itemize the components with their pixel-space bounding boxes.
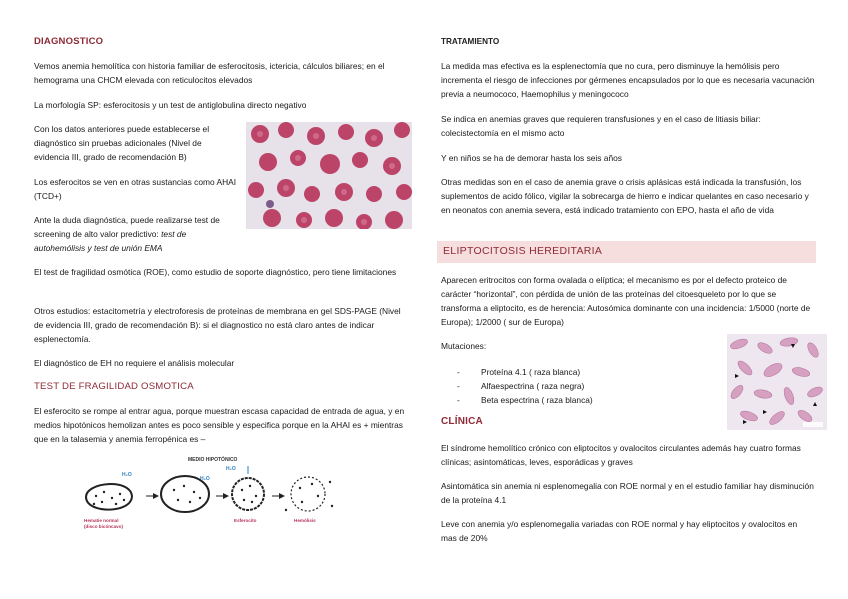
elliptocyte-smear-drawing: [727, 334, 827, 430]
section-title-diagnostico: DIAGNOSTICO: [34, 36, 104, 47]
mutaciones-list: [457, 365, 717, 407]
tratamiento-paragraph-2: Se indica en anemias graves que requieren transfusiones y en el caso de litiasis biliar: colecistectomía en el mismo acto: [441, 114, 761, 138]
diagram-label-normal-sub: (disco bicóncavo): [84, 524, 124, 529]
tratamiento-paragraph-4: Otras medidas son en el caso de anemia grave o crisis aplásicas está indicada la transfusión, los suplementos de acido fólico, vigilar la sobrecarga de hierro e indicar quelantes en caso necesario y en neonatos con anemia severa, está indicado tratamiento con EPO, hasta el año de vida: [441, 177, 809, 215]
diagnostico-paragraph-6: El test de fragilidad osmótica (ROE), como estudio de soporte diagnóstico, pero tiene limitaciones: [34, 267, 397, 277]
normal-cell-shape: [86, 484, 132, 510]
diagnostico-paragraph-7: Otros estudios: estacitometría y electroforesis de proteínas de membrana en gel SDS-PAGE (Nivel de evidencia III, grado de recomendación B): si el diagnostico no está claro antes de indicar esplenectomía.: [34, 306, 401, 344]
clinica-paragraph-3: Leve con anemia y/o esplenomegalia variadas con ROE normal y hay eliptocitos y ovalocitos en mas de 20%: [441, 519, 798, 543]
spherocyte-smear-drawing: [246, 122, 412, 229]
diagram-label-hemolisis: Hemólisis: [294, 518, 316, 523]
mutaciones-label: Mutaciones:: [441, 341, 487, 351]
elliptocyte-smear-image: [727, 334, 827, 430]
diagram-label-hipotonico: MEDIO HIPOTÓNICO: [188, 457, 238, 463]
list-item: - Beta espectrina ( raza blanca): [457, 393, 717, 407]
diagnostico-paragraph-2: La morfología SP: esferocitosis y un test de antiglobulina directo negativo: [34, 100, 307, 110]
spherocyte-cell-shape: [232, 478, 264, 510]
section-title-tratamiento: TRATAMIENTO: [441, 37, 500, 46]
diagnostico-paragraph-8: El diagnóstico de EH no requiere el análisis molecular: [34, 358, 235, 368]
diagnostico-paragraph-1: Vemos anemia hemolítica con historia familiar de esferocitosis, ictericia, cálculos biliares; en el hemograma una CHCM elevada con reticulocitos elevados: [34, 61, 385, 85]
screening-tests: test de autohemólisis y test de unión EMA: [34, 229, 187, 253]
screening-text: Ante la duda diagnóstica, puede realizarse test de screening de alto valor predictivo:: [34, 215, 220, 239]
tratamiento-paragraph-1: La medida mas efectiva es la esplenectomía que no cura, pero disminuye la hemólisis pero incrementa el riesgo de infecciones por gérmenes encapsulados por lo que es necesaria vacunación previa a neumococo, Haemophilus y meningococo: [441, 61, 815, 99]
fragilidad-paragraph: El esferocito se rompe al entrar agua, porque muestran escasa capacidad de entrada de agua, y en medios hipotónicos hemolizan antes es poco sensible y especifica porque en la AHAI es + mientras que en la talasemia y anemia ferropénica es –: [34, 406, 405, 444]
hemolysis-cell-shape: [291, 477, 325, 511]
diagram-h2o-2: H₂O: [200, 476, 210, 482]
diagram-label-esferocito: Esferocito: [234, 518, 257, 523]
diagnostico-paragraph-4: Los esferocitos se ven en otras sustancias como AHAI (TCD+): [34, 177, 237, 201]
spherocyte-smear-image: [246, 122, 412, 229]
diagram-h2o-3: H₂O: [122, 472, 132, 478]
diagnostico-paragraph-5: [34, 213, 239, 255]
section-title-fragilidad: TEST DE FRAGILIDAD OSMOTICA: [34, 381, 194, 392]
section-title-eliptocitosis: ELIPTOCITOSIS HEREDITARIA: [443, 245, 603, 257]
eliptocitosis-paragraph: Aparecen eritrocitos con forma ovalada o elíptica; el mecanismo es por el defecto proteico de carácter “horizontal”, con pérdida de unión de las proteínas del citoesqueleto por lo que se transforma a eliptocito, es de herencia: Autosómica dominante con una incidencia: 1/5000 (norte de Europa); 1/2000 ( sur de Europa): [441, 275, 811, 327]
clinica-paragraph-2: Asintomática sin anemia ni esplenomegalia con ROE normal y en el estudio familiar hay disminución de la proteína 4.1: [441, 481, 814, 505]
section-title-clinica: CLÍNICA: [441, 416, 483, 427]
tratamiento-paragraph-3: Y en niños se ha de demorar hasta los seis años: [441, 153, 622, 163]
osmotic-fragility-diagram: [80, 452, 350, 542]
clinica-paragraph-1: El síndrome hemolítico crónico con eliptocitos y ovalocitos circulantes además hay cuatro formas clínicas; asintomáticas, leves, esporádicas y graves: [441, 443, 801, 467]
diagram-h2o-1: H₂O: [226, 466, 236, 472]
diagram-label-normal: Hematie normal: [84, 518, 119, 523]
swelling-cell-shape: [161, 476, 209, 512]
list-item: - Alfaespectrina ( raza negra): [457, 379, 717, 393]
osmotic-fragility-drawing: [80, 452, 350, 542]
eliptocitosis-header-band: [437, 241, 816, 263]
diagnostico-paragraph-3: Con los datos anteriores puede establecerse el diagnóstico sin pruebas adicionales (Nivel de evidencia III, grado de recomendación B): [34, 124, 210, 162]
list-item: - Proteína 4.1 ( raza blanca): [457, 365, 717, 379]
